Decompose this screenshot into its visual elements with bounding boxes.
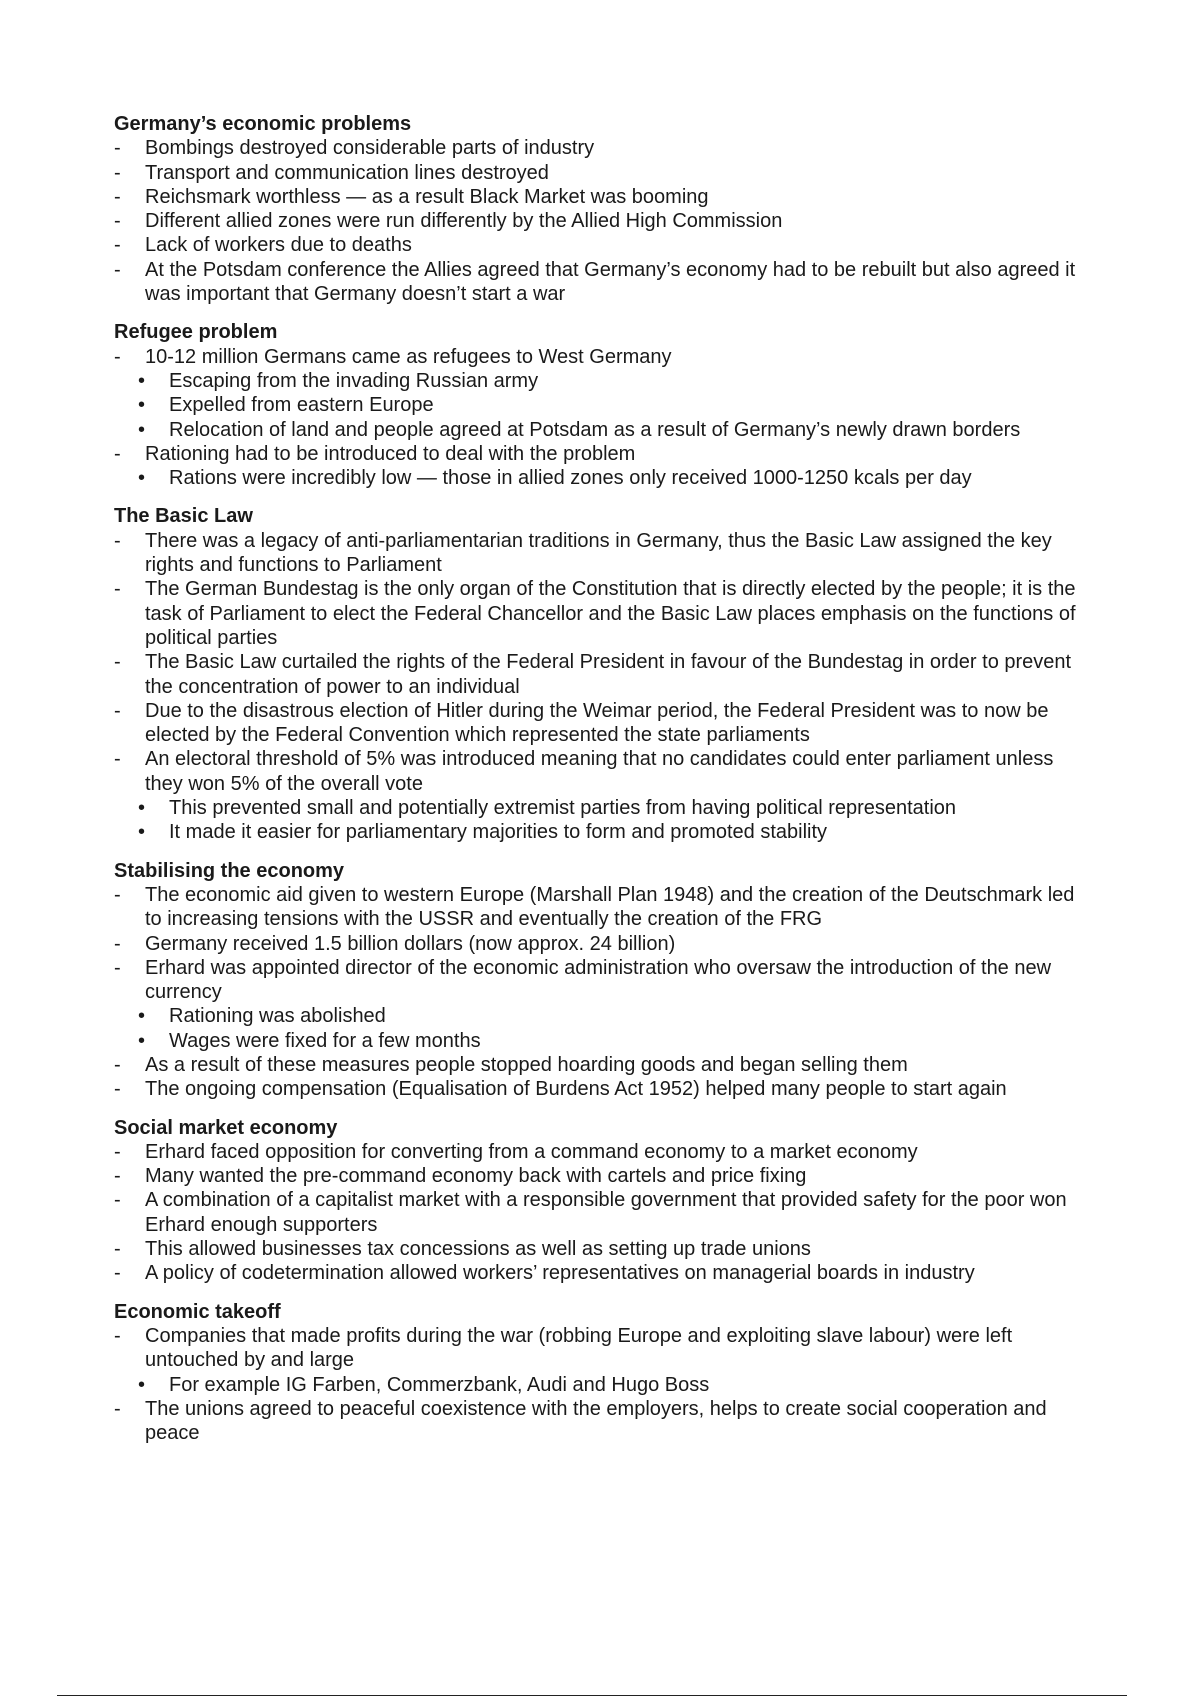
- sub-list-item: [114, 1004, 1094, 1028]
- sub-list: [114, 369, 1094, 442]
- sub-list-item: [114, 466, 1094, 490]
- section: [114, 859, 1094, 1102]
- dash-marker: -: [114, 529, 121, 552]
- list-item-text: Transport and communication lines destroyed: [145, 161, 549, 184]
- list-item: [114, 699, 1094, 748]
- bullet-marker: •: [138, 1029, 146, 1052]
- bullet-list: [114, 345, 1094, 491]
- footer-divider: [57, 1695, 1127, 1696]
- list-item-text: This allowed businesses tax concessions as well as setting up trade unions: [145, 1238, 811, 1261]
- dash-marker: -: [114, 1165, 121, 1188]
- list-item: [114, 136, 1094, 160]
- list-item-text: An electoral threshold of 5% was introduced meaning that no candidates could enter parliament unless they won 5% of the overall vote: [145, 748, 1054, 795]
- sub-list-item: [114, 1029, 1094, 1053]
- list-item-text: Bombings destroyed considerable parts of industry: [145, 137, 595, 160]
- dash-marker: -: [114, 1140, 121, 1163]
- dash-marker: -: [114, 258, 121, 281]
- list-item-text: Many wanted the pre-command economy back with cartels and price fixing: [145, 1165, 807, 1188]
- dash-marker: -: [114, 1078, 121, 1101]
- list-item: [114, 209, 1094, 233]
- dash-marker: -: [114, 137, 121, 160]
- sub-list-item-text: Relocation of land and people agreed at Potsdam as a result of Germany’s newly drawn borders: [169, 418, 1021, 441]
- bullet-marker: •: [138, 369, 146, 392]
- sub-list-item-text: It made it easier for parliamentary majorities to form and promoted stability: [169, 821, 828, 844]
- list-item: [114, 1053, 1094, 1077]
- dash-marker: -: [114, 1053, 121, 1076]
- list-item: [114, 185, 1094, 209]
- dash-marker: -: [114, 1238, 121, 1261]
- list-item-text: Lack of workers due to deaths: [145, 234, 412, 257]
- dash-marker: -: [114, 185, 121, 208]
- section-heading: Social market economy: [114, 1116, 338, 1139]
- dash-marker: -: [114, 578, 121, 601]
- list-item: [114, 258, 1094, 307]
- sub-list-item: [114, 796, 1094, 820]
- list-item-text: A combination of a capitalist market with a responsible government that provided safety for the poor won Erhard enough supporters: [145, 1189, 1067, 1236]
- sub-list: [114, 1373, 1094, 1397]
- bullet-marker: •: [138, 1373, 146, 1396]
- dash-marker: -: [114, 210, 121, 233]
- list-item-text: Different allied zones were run differently by the Allied High Commission: [145, 210, 783, 233]
- list-item-text: Erhard was appointed director of the economic administration who oversaw the introduction of the new currency: [145, 956, 1052, 1004]
- dash-marker: -: [114, 883, 121, 906]
- list-item: [114, 1261, 1094, 1285]
- list-item: [114, 956, 1094, 1005]
- bullet-marker: •: [138, 467, 146, 490]
- notes-page: [114, 112, 1094, 1459]
- sub-list-item: [114, 393, 1094, 417]
- dash-marker: -: [114, 651, 121, 674]
- list-item-text: Erhard faced opposition for converting from a command economy to a market economy: [145, 1140, 918, 1163]
- list-item-text: The economic aid given to western Europe (Marshall Plan 1948) and the creation of the Deutschmark led to increasing tensions with the USSR and eventually the creation of the FRG: [145, 883, 1075, 931]
- list-item: [114, 1077, 1094, 1101]
- dash-marker: -: [114, 699, 121, 722]
- list-item: [114, 577, 1094, 650]
- list-item-text: As a result of these measures people stopped hoarding goods and began selling them: [145, 1053, 908, 1076]
- dash-marker: -: [114, 1397, 121, 1420]
- dash-marker: -: [114, 161, 121, 184]
- section: [114, 1300, 1094, 1446]
- list-item-text: The German Bundestag is the only organ of the Constitution that is directly elected by the people; it is the task of Parliament to elect the Federal Chancellor and the Basic Law places emphasis on the functions of political parties: [145, 578, 1076, 649]
- sub-list: [114, 796, 1094, 845]
- bullet-list: [114, 1140, 1094, 1286]
- dash-marker: -: [114, 1324, 121, 1347]
- list-item-text: 10-12 million Germans came as refugees to West Germany: [145, 345, 672, 368]
- list-item-text: Reichsmark worthless — as a result Black Market was booming: [145, 185, 709, 208]
- bullet-list: [114, 136, 1094, 306]
- list-item: [114, 1324, 1094, 1373]
- sub-list: [114, 1004, 1094, 1053]
- section-heading: Germany’s economic problems: [114, 113, 412, 135]
- sub-list-item: [114, 820, 1094, 844]
- list-item-text: The unions agreed to peaceful coexistence with the employers, helps to create social cooperation and peace: [145, 1397, 1047, 1445]
- list-item: [114, 1188, 1094, 1237]
- list-item: [114, 932, 1094, 956]
- sub-list-item: [114, 418, 1094, 442]
- bullet-marker: •: [138, 821, 146, 844]
- bullet-marker: •: [138, 797, 146, 820]
- list-item-text: The ongoing compensation (Equalisation of Burdens Act 1952) helped many people to start again: [145, 1078, 1007, 1101]
- list-item: [114, 442, 1094, 466]
- list-item: [114, 1140, 1094, 1164]
- section: [114, 112, 1094, 306]
- sub-list-item-text: Rations were incredibly low — those in allied zones only received 1000-1250 kcals per day: [169, 467, 972, 490]
- dash-marker: -: [114, 748, 121, 771]
- list-item: [114, 1237, 1094, 1261]
- sub-list-item-text: Expelled from eastern Europe: [169, 394, 434, 417]
- list-item-text: There was a legacy of anti-parliamentarian traditions in Germany, thus the Basic Law assigned the key rights and functions to Parliament: [145, 529, 1052, 577]
- list-item-text: Due to the disastrous election of Hitler during the Weimar period, the Federal President was to now be elected by the Federal Convention which represented the state parliaments: [145, 699, 1049, 747]
- list-item: [114, 747, 1094, 796]
- list-item-text: A policy of codetermination allowed workers’ representatives on managerial boards in industry: [145, 1262, 975, 1285]
- section: [114, 504, 1094, 844]
- section-heading: Stabilising the economy: [114, 859, 345, 882]
- list-item: [114, 345, 1094, 369]
- section-heading: Economic takeoff: [114, 1300, 281, 1323]
- section: [114, 320, 1094, 490]
- section-heading: The Basic Law: [114, 505, 253, 528]
- bullet-list: [114, 1324, 1094, 1445]
- dash-marker: -: [114, 956, 121, 979]
- list-item-text: The Basic Law curtailed the rights of the Federal President in favour of the Bundestag in order to prevent the concentration of power to an individual: [145, 651, 1072, 698]
- sub-list: [114, 466, 1094, 490]
- section: [114, 1116, 1094, 1286]
- list-item: [114, 1164, 1094, 1188]
- bullet-list: [114, 529, 1094, 845]
- bullet-marker: •: [138, 418, 146, 441]
- sub-list-item-text: For example IG Farben, Commerzbank, Audi and Hugo Boss: [169, 1373, 710, 1396]
- dash-marker: -: [114, 932, 121, 955]
- list-item: [114, 650, 1094, 699]
- dash-marker: -: [114, 442, 121, 465]
- dash-marker: -: [114, 345, 121, 368]
- section-heading: Refugee problem: [114, 321, 278, 344]
- list-item-text: Companies that made profits during the war (robbing Europe and exploiting slave labour) were left untouched by and large: [145, 1324, 1013, 1372]
- list-item-text: Germany received 1.5 billion dollars (now approx. 24 billion): [145, 932, 676, 955]
- sub-list-item: [114, 1373, 1094, 1397]
- bullet-marker: •: [138, 394, 146, 417]
- bullet-list: [114, 883, 1094, 1102]
- sub-list-item-text: This prevented small and potentially extremist parties from having political representation: [169, 797, 957, 820]
- bullet-marker: •: [138, 1005, 146, 1028]
- list-item-text: Rationing had to be introduced to deal with the problem: [145, 442, 636, 465]
- sub-list-item-text: Rationing was abolished: [169, 1005, 386, 1028]
- list-item: [114, 1397, 1094, 1446]
- dash-marker: -: [114, 1189, 121, 1212]
- sub-list-item-text: Wages were fixed for a few months: [169, 1029, 481, 1052]
- sub-list-item: [114, 369, 1094, 393]
- sub-list-item-text: Escaping from the invading Russian army: [169, 369, 539, 392]
- dash-marker: -: [114, 1262, 121, 1285]
- list-item: [114, 883, 1094, 932]
- list-item: [114, 161, 1094, 185]
- list-item-text: At the Potsdam conference the Allies agreed that Germany’s economy had to be rebuilt but also agreed it was important that Germany doesn’t start a war: [145, 258, 1076, 306]
- list-item: [114, 233, 1094, 257]
- dash-marker: -: [114, 234, 121, 257]
- list-item: [114, 529, 1094, 578]
